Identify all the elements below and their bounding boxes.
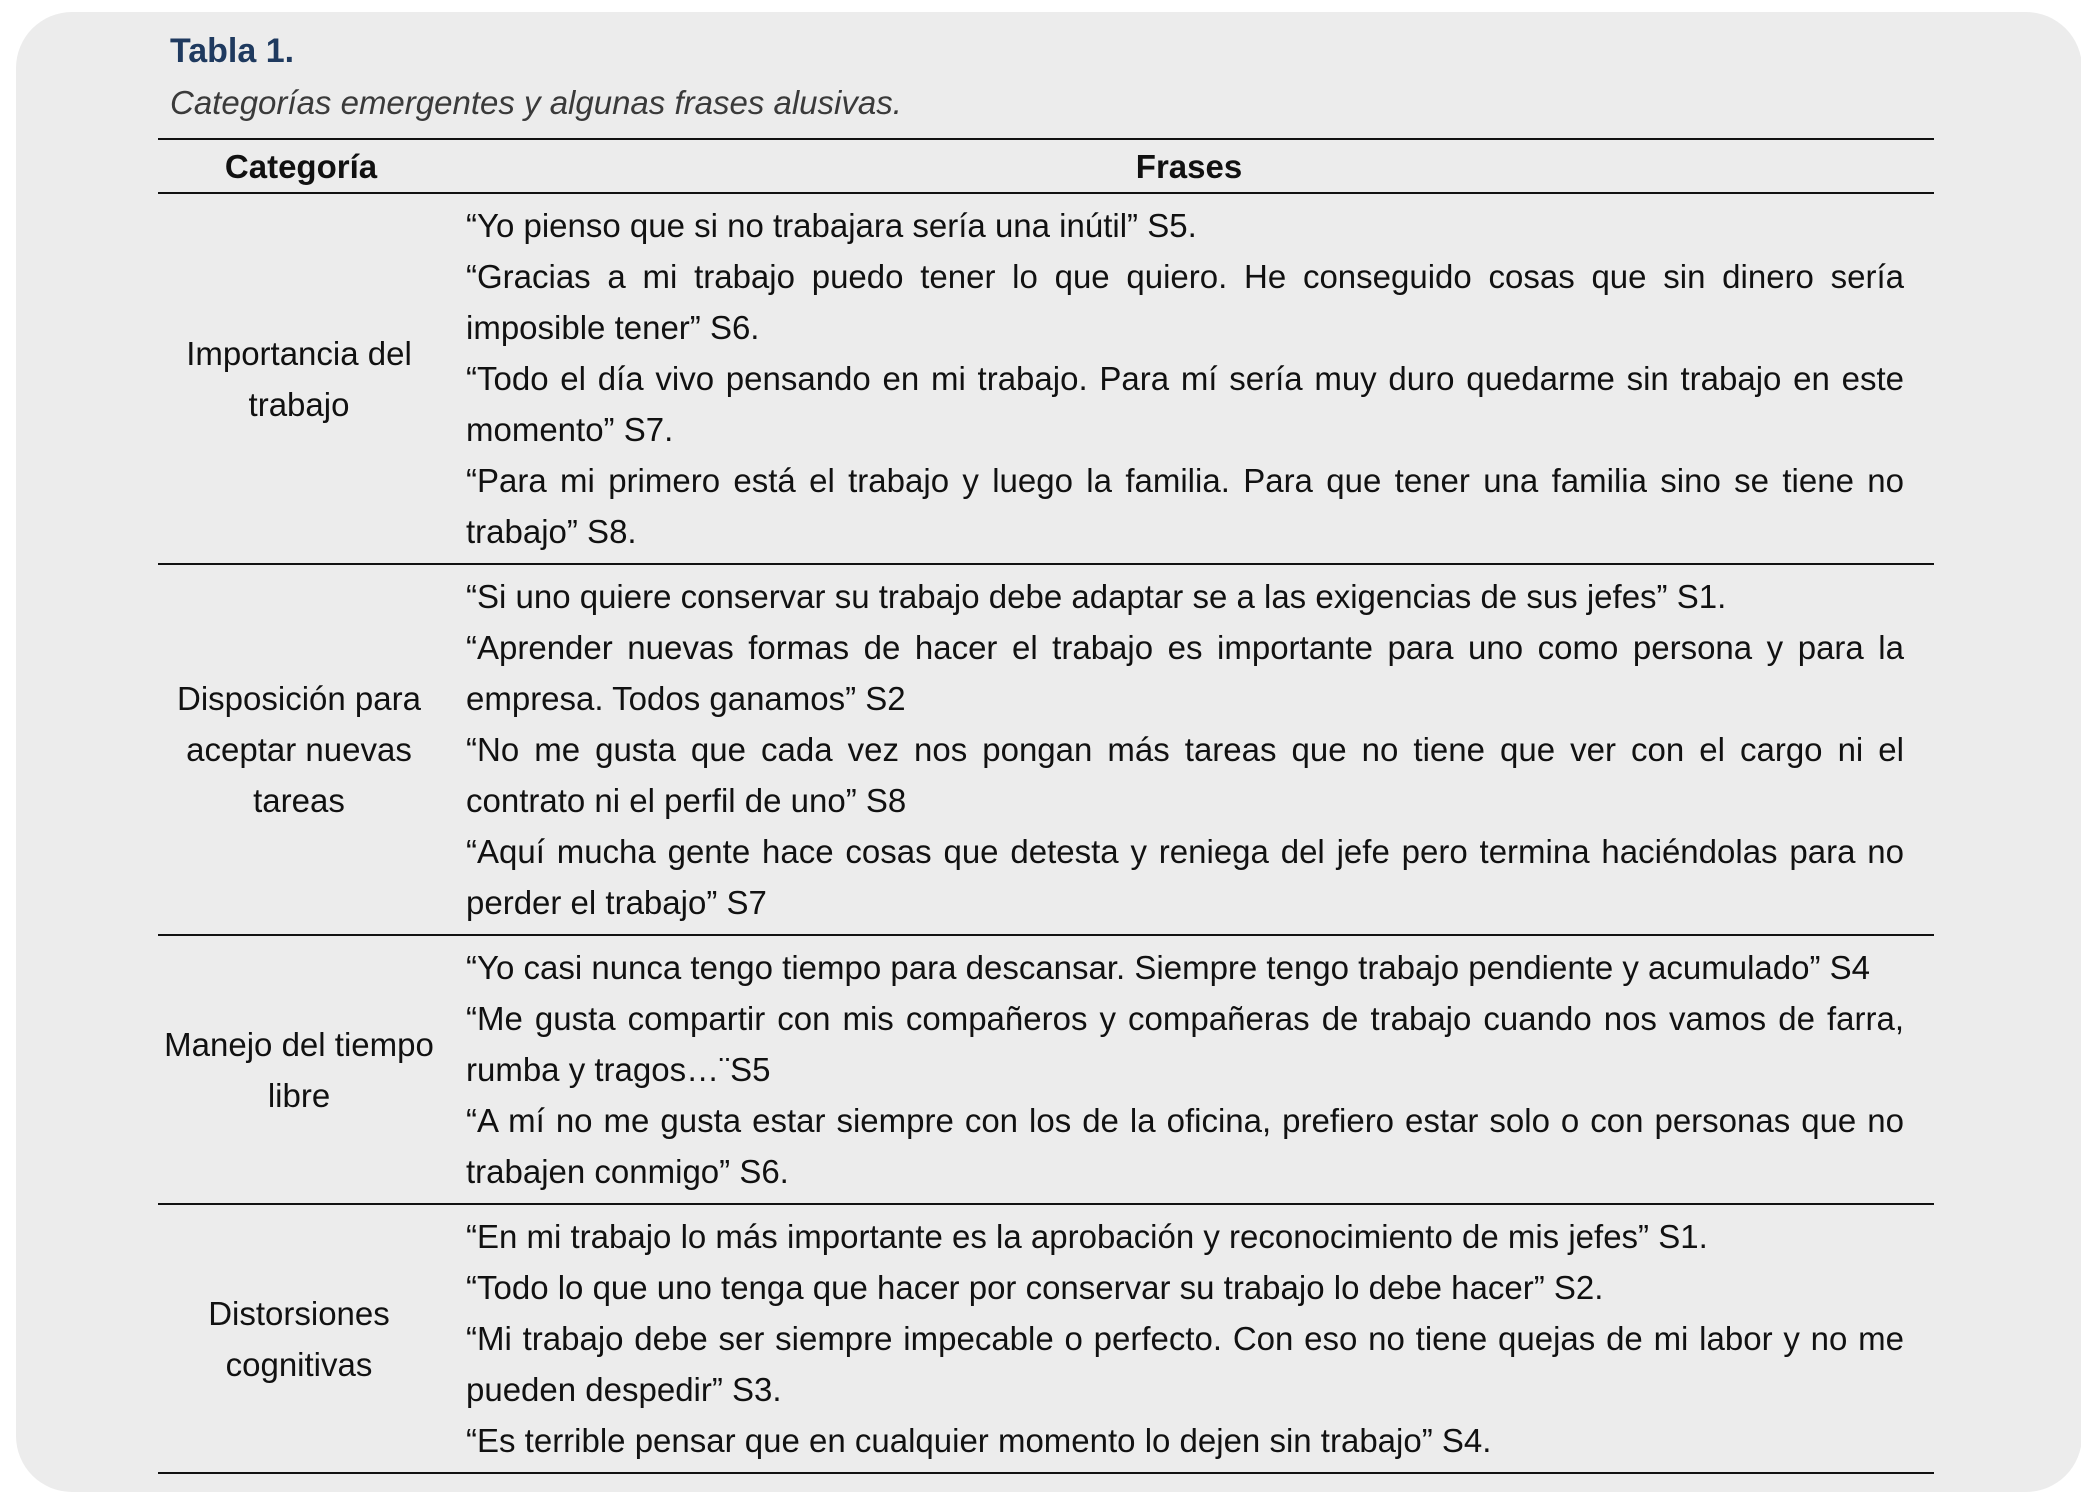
header-category: Categoría (158, 139, 444, 193)
category-cell: Manejo del tiempo libre (158, 935, 444, 1204)
phrase: “En mi trabajo lo más importante es la aprobación y reconocimiento de mis jefes” S1. (466, 1218, 1708, 1255)
phrase: “Aprender nuevas formas de hacer el trabajo es importante para uno como persona y para la empresa. Todos ganamos” S2 (466, 629, 1904, 717)
table-row (158, 1204, 1934, 1473)
table-row (158, 193, 1934, 564)
phrase: “Si uno quiere conservar su trabajo debe adaptar se a las exigencias de sus jefes” S1. (466, 578, 1727, 615)
phrases-cell (444, 1204, 1934, 1473)
phrase: “Me gusta compartir con mis compañeros y compañeras de trabajo cuando nos vamos de farra, rumba y tragos…¨S5 (466, 1000, 1904, 1088)
phrase: “No me gusta que cada vez nos pongan más tareas que no tiene que ver con el cargo ni el contrato ni el perfil de uno” S8 (466, 731, 1904, 819)
phrase: “Yo casi nunca tengo tiempo para descansar. Siempre tengo trabajo pendiente y acumulado” S4 (466, 949, 1871, 986)
phrase: “Aquí mucha gente hace cosas que detesta y reniega del jefe pero termina haciéndolas para no perder el trabajo” S7 (466, 833, 1904, 921)
category-cell: Distorsiones cognitivas (158, 1204, 444, 1473)
phrase: “Todo lo que uno tenga que hacer por conservar su trabajo lo debe hacer” S2. (466, 1269, 1604, 1306)
table-row (158, 564, 1934, 935)
header-phrases: Frases (444, 139, 1934, 193)
table-title: Tabla 1. (170, 32, 295, 70)
categories-table (158, 138, 1934, 1474)
phrase: “A mí no me gusta estar siempre con los de la oficina, prefiero estar solo o con personas que no trabajen conmigo” S6. (466, 1102, 1904, 1190)
phrase: “Yo pienso que si no trabajara sería una inútil” S5. (466, 207, 1197, 244)
phrase: “Mi trabajo debe ser siempre impecable o perfecto. Con eso no tiene quejas de mi labor y no me pueden despedir” S3. (466, 1320, 1904, 1408)
category-cell: Disposición para aceptar nuevas tareas (158, 564, 444, 935)
phrases-cell (444, 193, 1934, 564)
table-row (158, 935, 1934, 1204)
phrase: “Es terrible pensar que en cualquier momento lo dejen sin trabajo” S4. (466, 1422, 1492, 1459)
phrase: “Gracias a mi trabajo puedo tener lo que quiero. He conseguido cosas que sin dinero sería imposible tener” S6. (466, 258, 1904, 346)
table-caption: Categorías emergentes y algunas frases alusivas. (170, 84, 902, 121)
phrases-cell (444, 564, 1934, 935)
category-cell: Importancia del trabajo (158, 193, 444, 564)
phrases-cell (444, 935, 1934, 1204)
phrase: “Todo el día vivo pensando en mi trabajo. Para mí sería muy duro quedarme sin trabajo en este momento” S7. (466, 360, 1904, 448)
phrase: “Para mi primero está el trabajo y luego la familia. Para que tener una familia sino se tiene no trabajo” S8. (466, 462, 1904, 550)
header-row (158, 139, 1934, 193)
